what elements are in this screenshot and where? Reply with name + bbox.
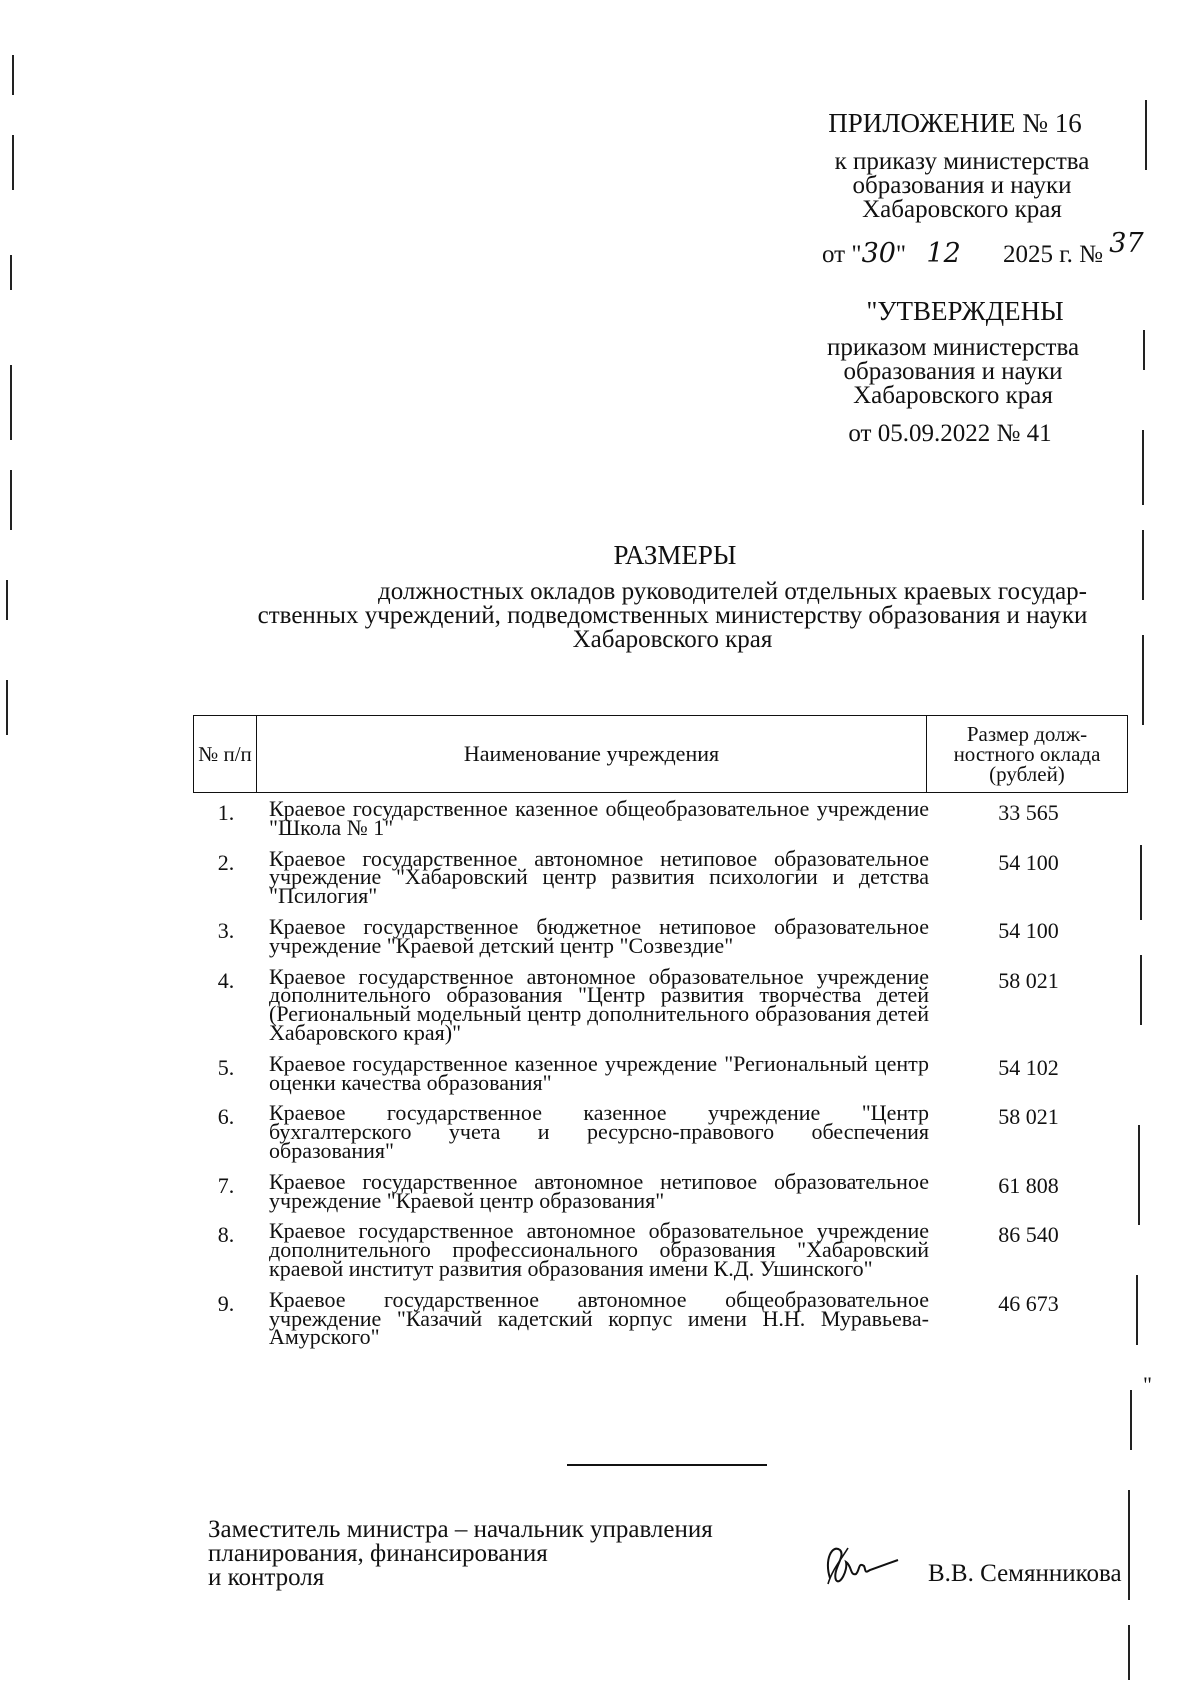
table-row <box>193 1050 1128 1095</box>
row-number: 5. <box>217 1054 235 1080</box>
date-prefix: от " <box>822 241 862 268</box>
closing-quote: " <box>1143 1372 1152 1397</box>
appendix-line: Хабаровского края <box>862 196 1062 223</box>
row-number: 1. <box>217 800 235 825</box>
row-number: 2. <box>217 849 235 875</box>
appendix-line: к приказу министерства <box>834 148 1090 175</box>
row-salary: 86 540 <box>998 1222 1059 1248</box>
scan-edge-line <box>1136 1275 1138 1345</box>
scan-edge-line <box>1143 330 1145 370</box>
table-header <box>193 715 1128 793</box>
subtitle-line: Хабаровского края <box>572 626 773 653</box>
scan-edge-line <box>6 580 8 620</box>
row-institution: Краевое государственное автономное нетиповое образовательное учреждение "Краевой центр образования" <box>269 1168 929 1213</box>
signatory-position <box>208 1518 808 1590</box>
table-row <box>193 845 1128 909</box>
scan-edge-line <box>6 680 8 735</box>
separator-line <box>567 1464 767 1466</box>
approved-reference <box>803 336 1103 408</box>
scan-edge-line <box>12 135 14 190</box>
table-row <box>193 1100 1128 1163</box>
scan-edge-line <box>1130 1390 1132 1450</box>
row-institution: Краевое государственное казенное учреждение "Региональный центр оценки качества образования" <box>269 1050 929 1095</box>
header-salary: Размер долж- ностного оклада (рублей) <box>953 722 1101 786</box>
scan-edge-line <box>1128 1625 1130 1680</box>
row-number: 8. <box>217 1222 235 1248</box>
position-line: и контроля <box>208 1564 325 1591</box>
signatory-name: В.В. Семянникова <box>928 1560 1122 1587</box>
approved-line: приказом министерства <box>826 334 1080 361</box>
scan-edge-line <box>1145 100 1147 170</box>
approved-title: "УТВЕРЖДЕНЫ <box>866 296 1064 326</box>
approved-line: образования и науки <box>843 358 1063 385</box>
row-salary: 61 808 <box>998 1172 1059 1198</box>
handwritten-signature <box>822 1540 902 1588</box>
table-row <box>193 913 1128 958</box>
table-row <box>193 796 1128 840</box>
appendix-line: образования и науки <box>852 172 1072 199</box>
row-institution: Краевое государственное казенное общеобразовательное учреждение "Школа № 1" <box>269 796 929 840</box>
scan-edge-line <box>1138 1125 1140 1225</box>
table-row <box>193 963 1128 1045</box>
table-row <box>193 1286 1128 1350</box>
approved-date: от 05.09.2022 № 41 <box>848 420 1052 447</box>
date-quote: " <box>895 241 907 268</box>
handwritten-number: 37 <box>1109 228 1144 259</box>
row-salary: 58 021 <box>998 967 1059 993</box>
subtitle-line: должностных окладов руководителей отдельных краевых государ- <box>377 578 1088 605</box>
table-row <box>193 1168 1128 1213</box>
row-number: 7. <box>217 1172 235 1198</box>
handwritten-day: 30 <box>861 238 896 269</box>
row-institution: Краевое государственное казенное учреждение "Центр бухгалтерского учета и ресурсно-правового обеспечения образования" <box>269 1100 929 1163</box>
approved-line: Хабаровского края <box>853 382 1053 409</box>
scan-edge-line <box>10 365 12 440</box>
scan-edge-line <box>1140 955 1142 1025</box>
subtitle-line: ственных учреждений, подведомственных министерству образования и науки <box>257 602 1088 629</box>
row-salary: 54 100 <box>998 917 1059 943</box>
scan-edge-line <box>10 470 12 530</box>
table-row <box>193 1218 1128 1281</box>
header-institution: Наименование учреждения <box>257 716 927 792</box>
row-salary: 33 565 <box>998 800 1059 825</box>
row-salary: 58 021 <box>998 1104 1059 1130</box>
scan-edge-line <box>1142 430 1144 505</box>
document-subtitle <box>195 580 1150 652</box>
appendix-title: ПРИЛОЖЕНИЕ № 16 <box>828 108 1082 138</box>
row-number: 6. <box>217 1104 235 1130</box>
scan-edge-line <box>1140 845 1142 920</box>
scan-edge-line <box>10 255 12 290</box>
header-number: № п/п <box>194 716 257 792</box>
scan-edge-line <box>1128 1490 1130 1600</box>
row-salary: 54 102 <box>998 1054 1059 1080</box>
handwritten-month: 12 <box>926 238 961 269</box>
date-year: 2025 г. № <box>1003 241 1104 268</box>
row-institution: Краевое государственное автономное общеобразовательное учреждение "Казачий кадетский корпус имени Н.Н. Муравьева-Амурского" <box>269 1286 929 1350</box>
scan-edge-line <box>12 55 14 95</box>
row-salary: 46 673 <box>998 1290 1059 1316</box>
row-salary: 54 100 <box>998 849 1059 875</box>
row-institution: Краевое государственное автономное образовательное учреждение дополнительного образования "Центр развития творчества детей (Региональный модельный центр дополнительного образования детей Хабаровского края)" <box>269 963 929 1045</box>
position-line: планирования, финансирования <box>208 1540 548 1567</box>
appendix-date-line <box>822 228 1144 269</box>
row-number: 9. <box>217 1290 235 1316</box>
appendix-reference <box>802 150 1122 222</box>
row-institution: Краевое государственное бюджетное нетиповое образовательное учреждение "Краевой детский центр "Созвездие" <box>269 913 929 958</box>
position-line: Заместитель министра – начальник управления <box>208 1516 713 1543</box>
row-institution: Краевое государственное автономное образовательное учреждение дополнительного профессионального образования "Хабаровский краевой институт развития образования имени К.Д. Ушинского" <box>269 1218 929 1281</box>
table-body <box>193 796 1128 1359</box>
row-number: 3. <box>217 917 235 943</box>
document-title: РАЗМЕРЫ <box>613 540 737 570</box>
row-institution: Краевое государственное автономное нетиповое образовательное учреждение "Хабаровский центр развития психологии и детства "Псилогия" <box>269 845 929 909</box>
row-number: 4. <box>217 967 235 993</box>
